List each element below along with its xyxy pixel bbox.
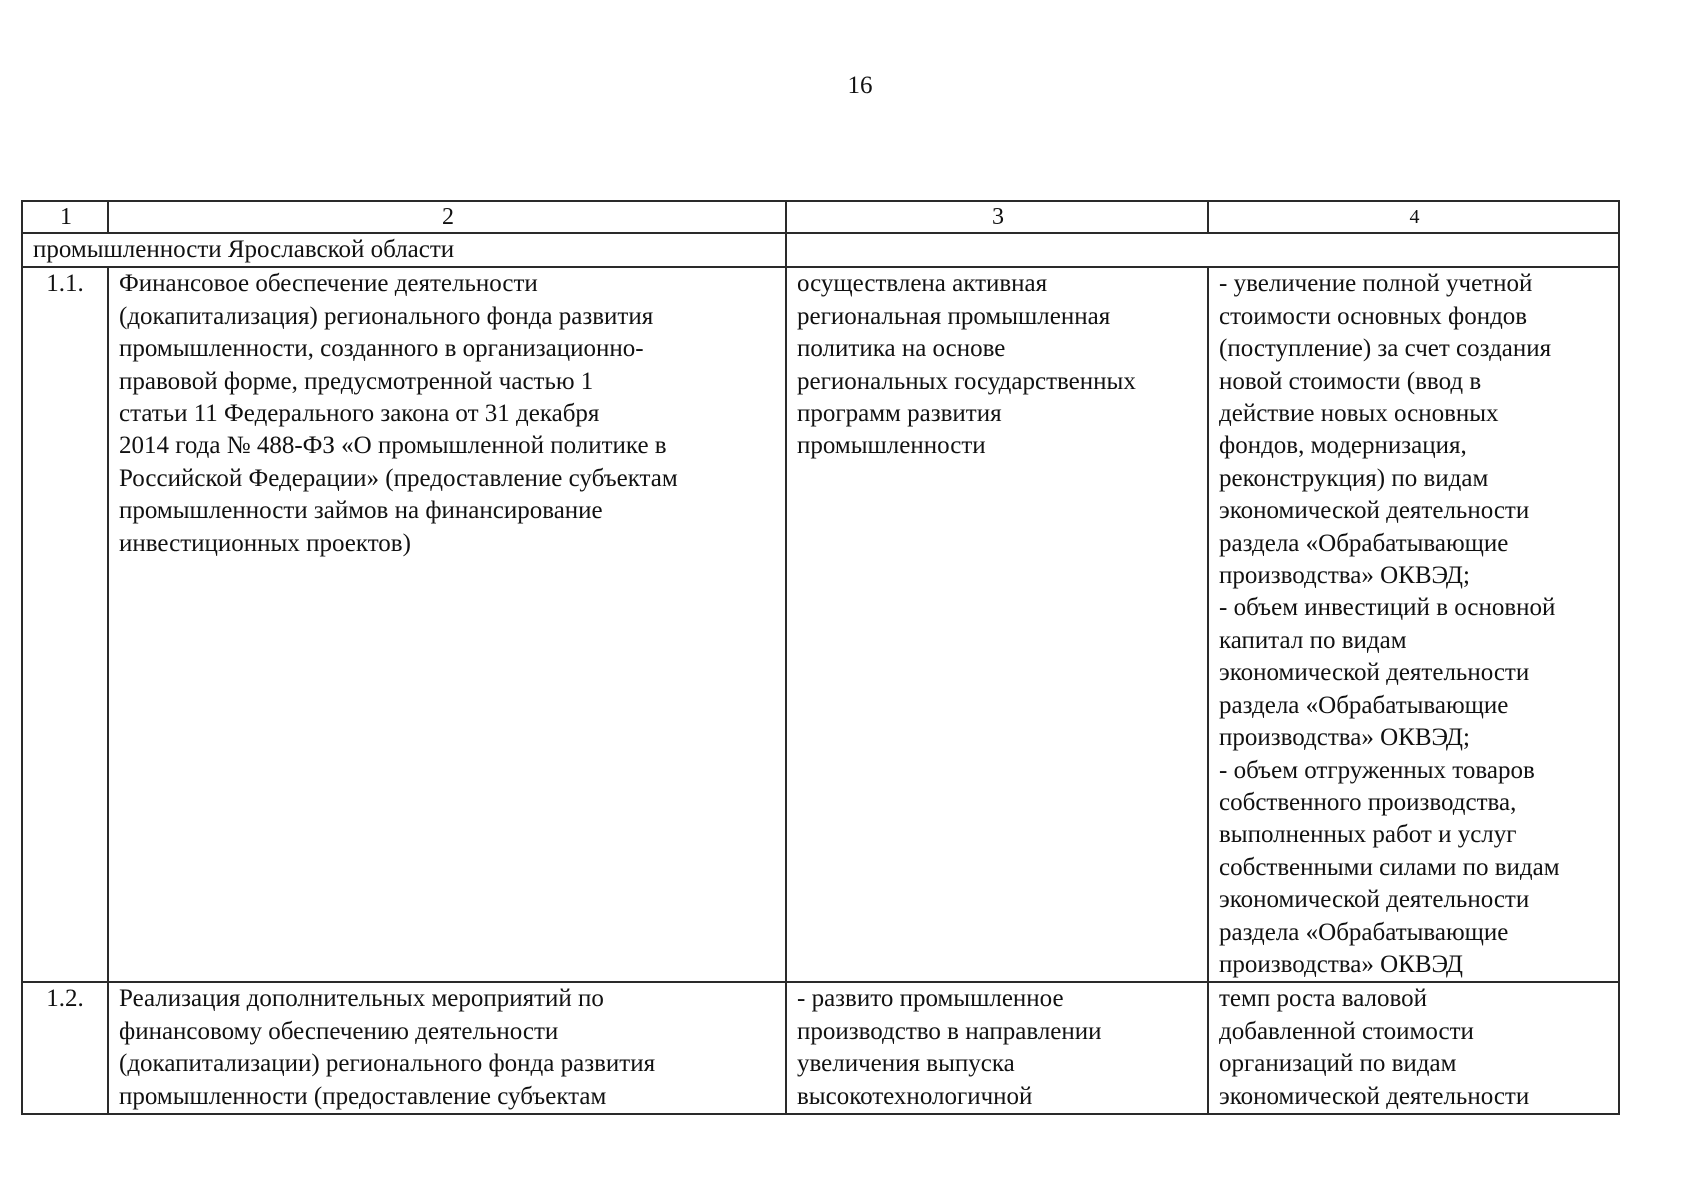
result-line: региональная промышленная bbox=[797, 302, 1111, 330]
section-row bbox=[22, 233, 1619, 267]
result-line: политика на основе bbox=[797, 335, 1006, 363]
header-cell-1: 1 bbox=[22, 201, 108, 233]
result-line: региональных государственных bbox=[797, 367, 1136, 395]
indicator-line: стоимости основных фондов bbox=[1219, 302, 1528, 330]
indicator-line: производства» ОКВЭД; bbox=[1219, 562, 1470, 590]
indicator-line: капитал по видам bbox=[1219, 626, 1407, 654]
indicator-cell bbox=[1208, 267, 1619, 982]
result-line: - развито промышленное bbox=[797, 985, 1064, 1013]
indicator-line: раздела «Обрабатывающие bbox=[1219, 529, 1509, 557]
row-number: 1.1. bbox=[22, 267, 108, 982]
measure-line: статьи 11 Федерального закона от 31 декабря bbox=[119, 400, 600, 428]
result-line: высокотехнологичной bbox=[797, 1082, 1033, 1110]
result-line: промышленности bbox=[797, 432, 986, 460]
measure-line: промышленности (предоставление субъектам bbox=[119, 1082, 607, 1110]
result-cell bbox=[786, 982, 1208, 1114]
header-cell-2: 2 bbox=[108, 201, 786, 233]
indicator-line: производства» ОКВЭД; bbox=[1219, 724, 1470, 752]
indicator-line: (поступление) за счет создания bbox=[1219, 335, 1552, 363]
indicator-line: собственного производства, bbox=[1219, 788, 1517, 816]
indicator-line: выполненных работ и услуг bbox=[1219, 821, 1517, 849]
indicator-line: - объем инвестиций в основной bbox=[1219, 594, 1556, 622]
indicator-line: раздела «Обрабатывающие bbox=[1219, 691, 1509, 719]
page-number: 16 bbox=[847, 72, 873, 99]
indicator-line: фондов, модернизация, bbox=[1219, 432, 1467, 460]
result-line: программ развития bbox=[797, 400, 1002, 428]
measure-line: инвестиционных проектов) bbox=[119, 529, 411, 557]
measure-line: (докапитализация) регионального фонда развития bbox=[119, 302, 654, 330]
indicator-line: действие новых основных bbox=[1219, 400, 1499, 428]
indicator-line: экономической деятельности bbox=[1219, 497, 1530, 525]
row-number: 1.2. bbox=[22, 982, 108, 1114]
measure-line: промышленности займов на финансирование bbox=[119, 497, 603, 525]
header-cell-3: 3 bbox=[786, 201, 1208, 233]
measure-line: промышленности, созданного в организационно- bbox=[119, 335, 644, 363]
table-row bbox=[22, 267, 1619, 982]
indicator-line: организаций по видам bbox=[1219, 1050, 1457, 1078]
indicator-line: экономической деятельности bbox=[1219, 1082, 1530, 1110]
measure-cell bbox=[108, 982, 786, 1114]
indicator-line: добавленной стоимости bbox=[1219, 1017, 1474, 1045]
measure-line: Реализация дополнительных мероприятий по bbox=[119, 985, 604, 1013]
measure-line: правовой форме, предусмотренной частью 1 bbox=[119, 367, 594, 395]
result-line: осуществлена активная bbox=[797, 270, 1048, 298]
indicator-line: темп роста валовой bbox=[1219, 985, 1428, 1013]
measure-cell bbox=[108, 267, 786, 982]
indicator-line: - объем отгруженных товаров bbox=[1219, 756, 1535, 784]
result-cell bbox=[786, 267, 1208, 982]
indicator-line: собственными силами по видам bbox=[1219, 853, 1560, 881]
indicator-line: экономической деятельности bbox=[1219, 659, 1530, 687]
measure-line: Финансовое обеспечение деятельности bbox=[119, 270, 538, 298]
indicator-line: - увеличение полной учетной bbox=[1219, 270, 1533, 298]
indicator-line: реконструкция) по видам bbox=[1219, 464, 1489, 492]
table-row bbox=[22, 982, 1619, 1114]
measure-line: (докапитализации) регионального фонда развития bbox=[119, 1050, 656, 1078]
header-cell-4: 4 bbox=[1208, 201, 1619, 233]
indicator-line: раздела «Обрабатывающие bbox=[1219, 918, 1509, 946]
indicator-line: новой стоимости (ввод в bbox=[1219, 367, 1482, 395]
indicator-line: производства» ОКВЭД bbox=[1219, 950, 1463, 978]
measure-line: 2014 года № 488-ФЗ «О промышленной политике в bbox=[119, 432, 667, 460]
result-line: производство в направлении bbox=[797, 1017, 1102, 1045]
measures-table bbox=[21, 200, 1620, 1115]
indicator-cell bbox=[1208, 982, 1619, 1114]
result-line: увеличения выпуска bbox=[797, 1050, 1015, 1078]
measure-line: финансовому обеспечению деятельности bbox=[119, 1017, 559, 1045]
indicator-line: экономической деятельности bbox=[1219, 886, 1530, 914]
measure-line: Российской Федерации» (предоставление субъектам bbox=[119, 464, 678, 492]
section-title: промышленности Ярославской области bbox=[22, 233, 786, 267]
section-empty-cell bbox=[786, 233, 1619, 267]
table-header-row bbox=[22, 201, 1619, 233]
